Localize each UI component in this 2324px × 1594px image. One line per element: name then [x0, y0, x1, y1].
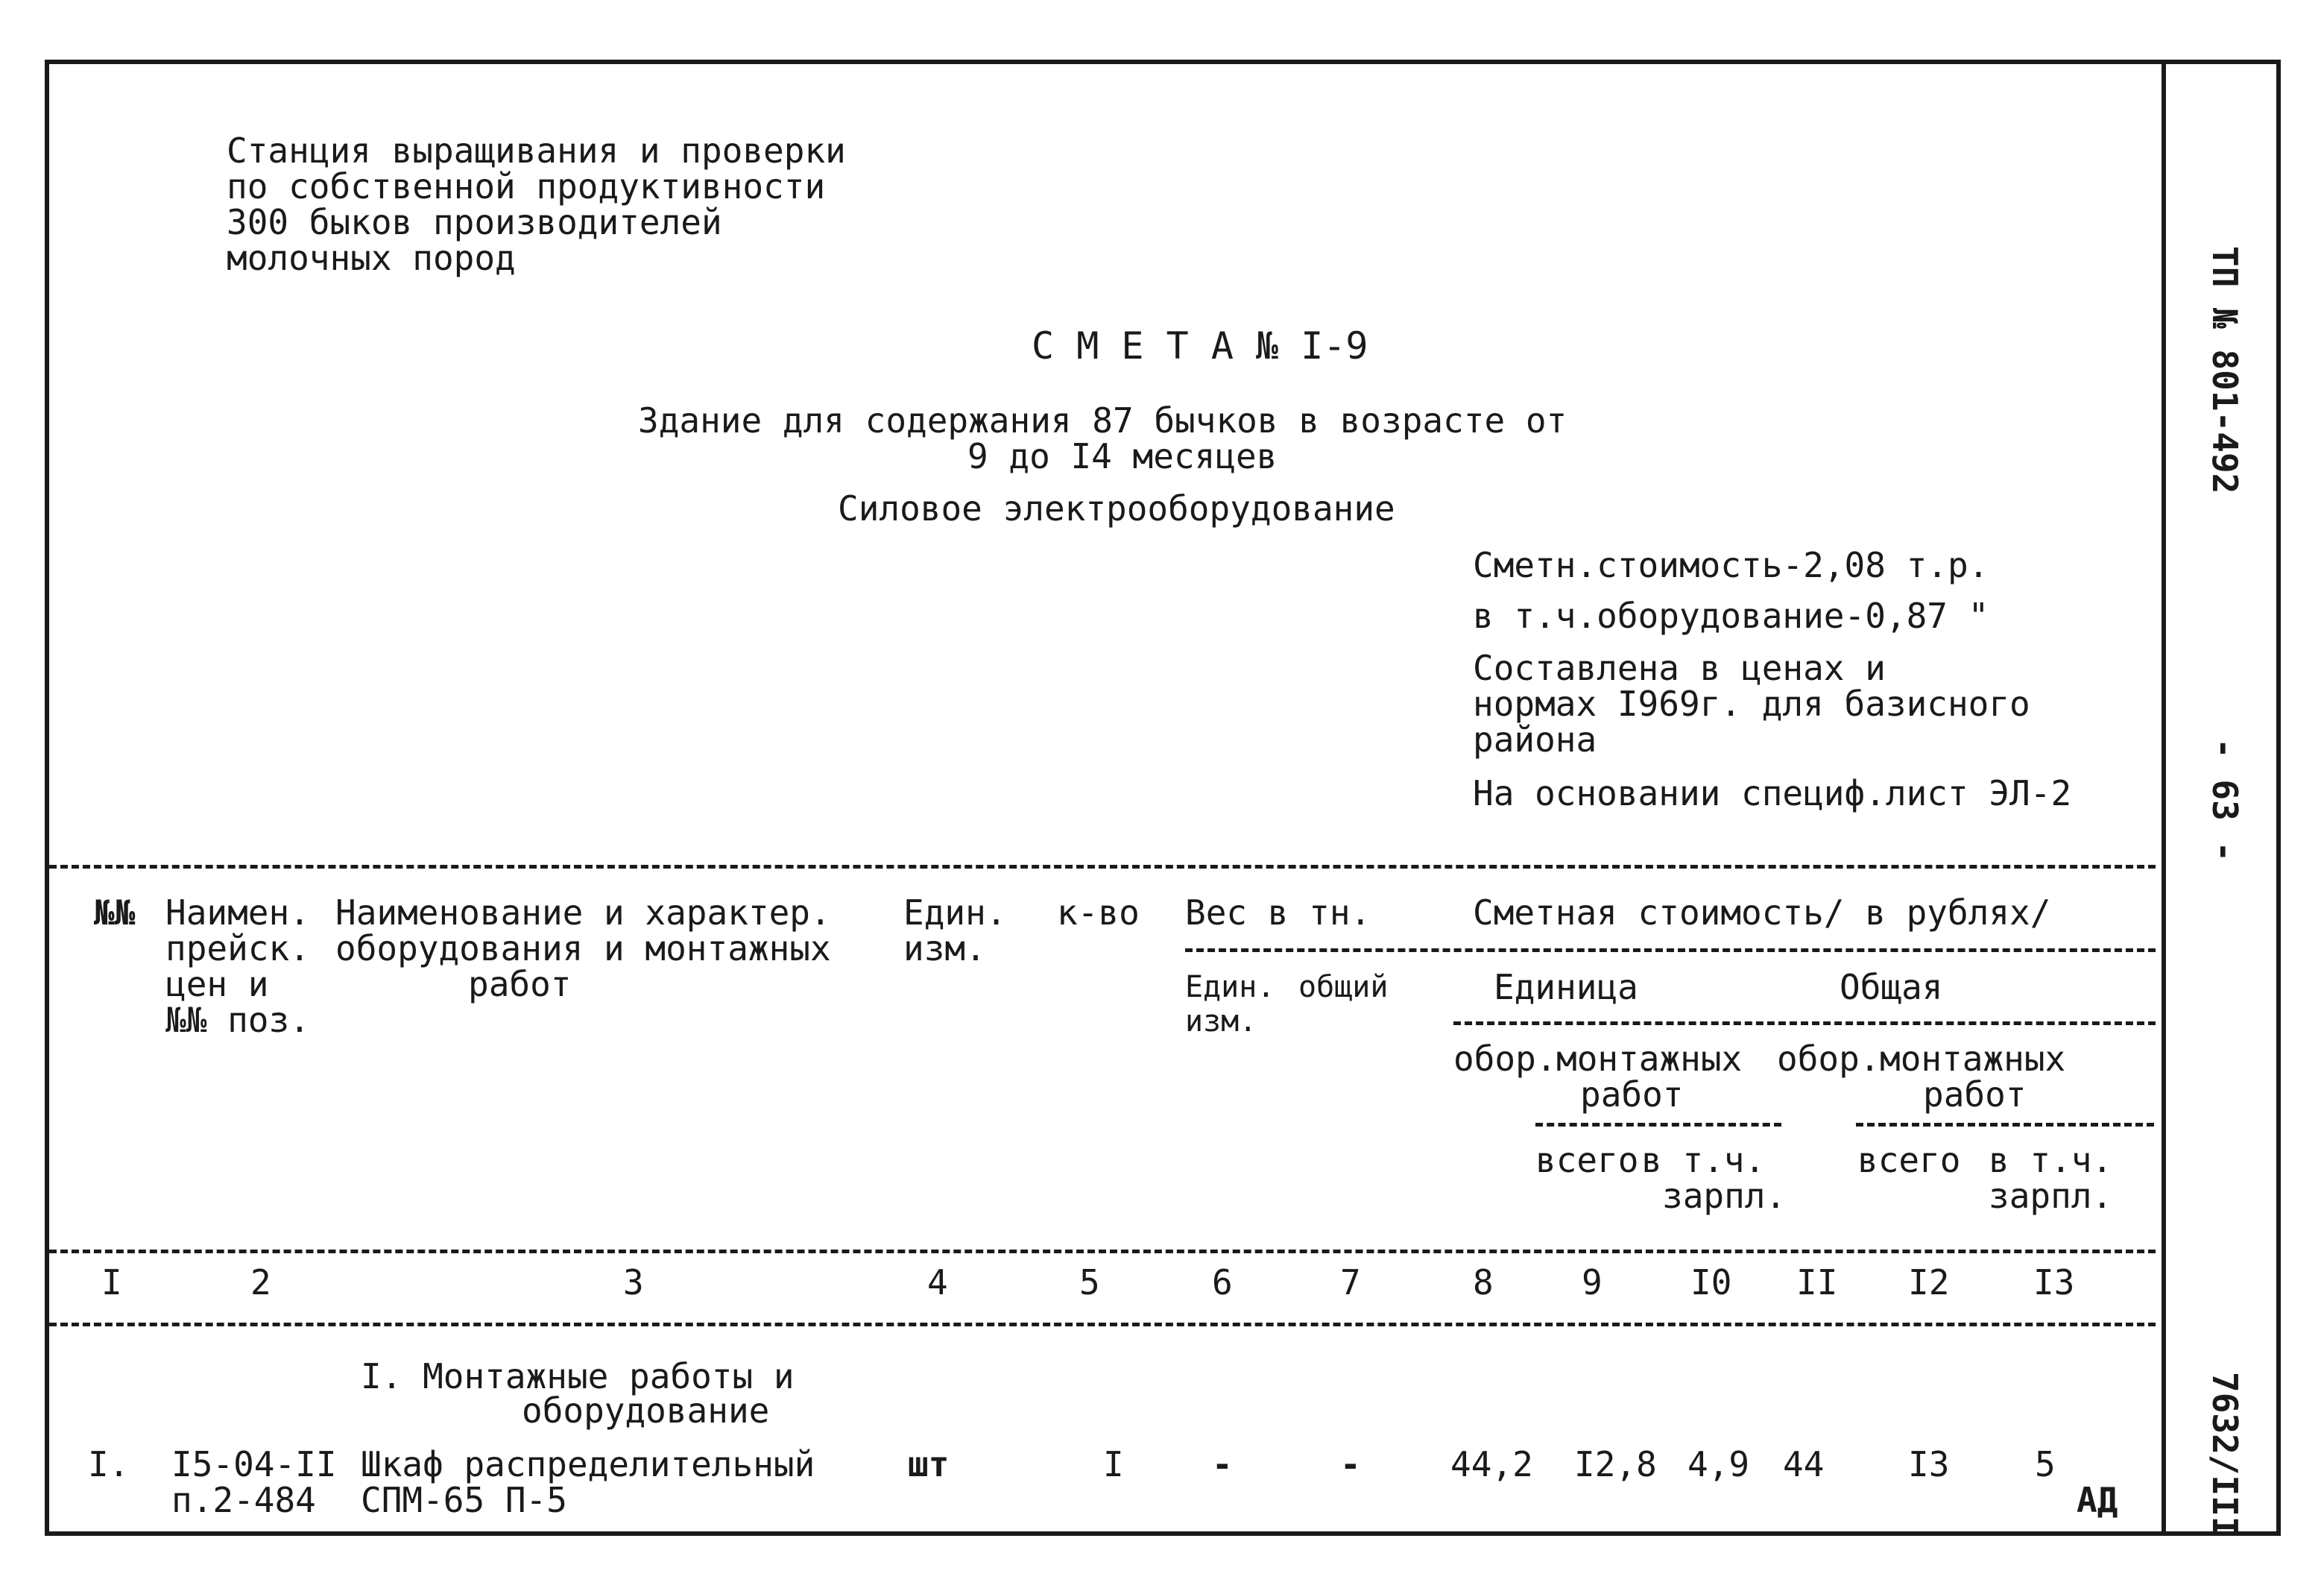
col-number: I3: [2033, 1262, 2075, 1302]
row-install-total-wage: 5: [2035, 1444, 2056, 1484]
col-number: 9: [1582, 1262, 1603, 1302]
col-number: I0: [1690, 1262, 1732, 1302]
org-line-3: 300 быков производителей: [227, 202, 722, 242]
header-unit-2: изм.: [903, 928, 986, 968]
header-install-unit-1: монтажных: [1556, 1039, 1743, 1079]
header-divider-2: [1453, 1021, 2156, 1025]
header-unit-1: Един.: [903, 892, 1007, 933]
prices-line-3: района: [1473, 719, 1597, 760]
row-quantity: I: [1103, 1444, 1124, 1484]
subtitle-line-2: 9 до I4 месяцев: [967, 436, 1278, 476]
row-unit: шт: [908, 1444, 950, 1484]
header-price-ref-1: Наимен.: [165, 892, 310, 933]
header-incl-total-2: зарпл.: [1989, 1176, 2113, 1216]
equipment-cost: в т.ч.оборудование-0,87 ": [1473, 596, 1989, 636]
row-weight-total: -: [1340, 1444, 1361, 1484]
basis-reference: На основании специф.лист ЭЛ-2: [1473, 773, 2072, 813]
header-incl-total-1: в т.ч.: [1989, 1140, 2113, 1180]
row-name-1: Шкаф распределительный: [361, 1444, 815, 1484]
header-cost: Сметная стоимость/ в рублях/: [1473, 892, 2051, 933]
header-name-2: оборудования и монтажных: [335, 928, 831, 968]
row-price-ref-1: I5-04-II: [171, 1444, 337, 1484]
header-name-1: Наименование и характер.: [335, 892, 831, 933]
prices-line-2: нормах I969г. для базисного: [1473, 684, 2030, 724]
col-number: 3: [623, 1262, 644, 1302]
row-name-2: СПМ-65 П-5: [361, 1480, 567, 1520]
row-install-unit-total: I2,8: [1574, 1444, 1657, 1484]
row-install-total: I3: [1908, 1444, 1950, 1484]
header-install-total-2: работ: [1923, 1074, 2027, 1115]
col-number: 6: [1212, 1262, 1233, 1302]
col-number: 5: [1079, 1262, 1100, 1302]
page-number: - 63 -: [2205, 738, 2245, 863]
header-divider-3a: [1535, 1123, 1781, 1127]
col-number: 7: [1340, 1262, 1361, 1302]
section-title: Силовое электрооборудование: [838, 488, 1395, 529]
header-quantity: к-во: [1057, 892, 1140, 933]
org-line-4: молочных пород: [227, 238, 516, 278]
subtitle-line-1: Здание для содержания 87 бычков в возрасте от: [638, 400, 1567, 441]
prices-line-1: Составлена в ценах и: [1473, 648, 1886, 688]
section-heading-2: оборудование: [522, 1390, 770, 1431]
header-unit-cost: Единица: [1494, 967, 1638, 1007]
header-price-ref-2: прейск.: [165, 928, 310, 968]
org-line-2: по собственной продуктивности: [227, 166, 826, 207]
section-heading-1: I. Монтажные работы и: [361, 1356, 795, 1396]
header-price-ref-4: №№ поз.: [165, 1000, 310, 1040]
header-install-unit-2: работ: [1580, 1074, 1684, 1115]
col-number: I: [101, 1262, 122, 1302]
header-incl-unit-1: в т.ч.: [1641, 1140, 1766, 1180]
table-top-border: [49, 865, 2156, 869]
header-all-unit: всего: [1535, 1140, 1639, 1180]
header-weight-total: общий: [1298, 970, 1389, 1004]
header-divider-3b: [1856, 1123, 2154, 1127]
row-number: I.: [88, 1444, 130, 1484]
project-number: ТП № 801-492: [2205, 246, 2245, 494]
header-price-ref-3: цен и: [165, 964, 269, 1004]
header-name-3: работ: [468, 964, 572, 1004]
row-weight-unit: -: [1212, 1444, 1233, 1484]
header-install-total-1: монтажных: [1880, 1039, 2066, 1079]
header-weight-unit-1: Един.: [1185, 970, 1275, 1004]
col-number: 4: [927, 1262, 948, 1302]
estimate-cost: Сметн.стоимость-2,08 т.р.: [1473, 545, 1989, 585]
header-weight-unit-2: изм.: [1185, 1004, 1257, 1039]
header-divider-1: [1185, 948, 2156, 952]
header-equip-unit: обор.: [1453, 1039, 1557, 1079]
row-equip-total: 44: [1783, 1444, 1825, 1484]
col-number: I2: [1908, 1262, 1950, 1302]
header-total-cost: Общая: [1840, 967, 1943, 1007]
org-line-1: Станция выращивания и проверки: [227, 130, 846, 171]
side-strip-divider: [2162, 60, 2166, 1536]
row-equip-unit: 44,2: [1450, 1444, 1533, 1484]
row-price-ref-2: п.2-484: [171, 1480, 316, 1520]
header-weight: Вес в тн.: [1185, 892, 1371, 933]
archive-number: 7632/III: [2205, 1372, 2245, 1537]
col-number: 8: [1473, 1262, 1494, 1302]
col-number: II: [1796, 1262, 1838, 1302]
col-number: 2: [250, 1262, 271, 1302]
column-numbers-top: [49, 1250, 2156, 1253]
document-title: С М Е Т А № I-9: [1032, 324, 1368, 368]
header-all-total: всего: [1857, 1140, 1961, 1180]
header-row-number: №№: [94, 892, 136, 933]
header-equip-total: обор.: [1777, 1039, 1881, 1079]
header-incl-unit-2: зарпл.: [1662, 1176, 1787, 1216]
column-numbers-bottom: [49, 1323, 2156, 1326]
row-install-unit-wage: 4,9: [1687, 1444, 1750, 1484]
stamp-initials: АД: [2077, 1480, 2118, 1520]
